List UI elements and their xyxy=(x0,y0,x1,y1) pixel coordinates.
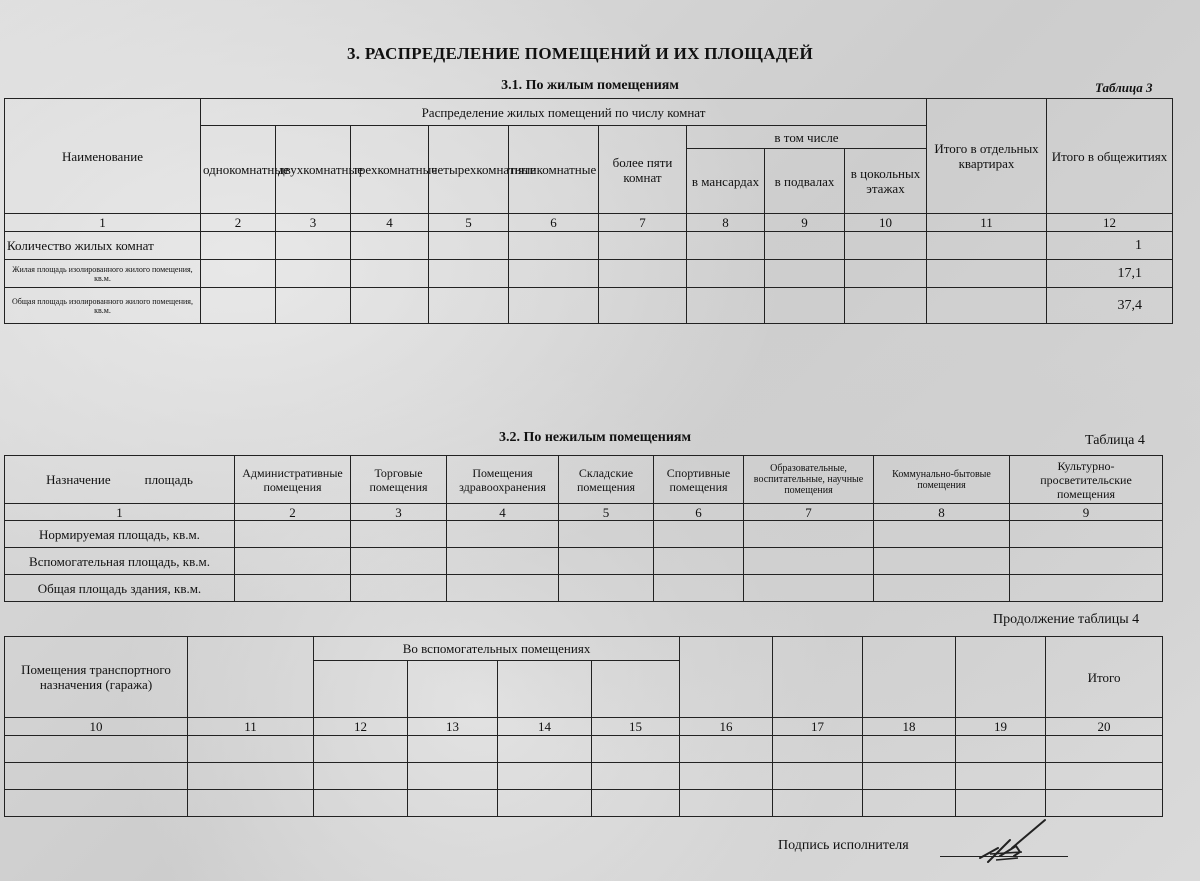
t4c-aux-header: Во вспомогательных помещениях xyxy=(314,637,680,661)
t3-row-value: 37,4 xyxy=(1047,288,1173,324)
t4c-num: 19 xyxy=(956,718,1046,736)
signature-mark-icon xyxy=(970,818,1060,868)
t4-area: площадь xyxy=(144,472,193,487)
table-row xyxy=(5,288,1173,324)
t3-num: 12 xyxy=(1047,214,1173,232)
t4c-num: 17 xyxy=(773,718,863,736)
t3-col-more-than-five: более пяти комнат xyxy=(599,126,687,214)
t3-num: 9 xyxy=(765,214,845,232)
t4-num: 8 xyxy=(874,504,1010,521)
t4c-num: 18 xyxy=(863,718,956,736)
section-3-1-title: 3.1. По жилым помещениям xyxy=(501,78,679,93)
t4-col-storage: Складские помещения xyxy=(559,456,654,504)
table-row xyxy=(5,790,1163,817)
t4c-num: 20 xyxy=(1046,718,1163,736)
t4-num: 1 xyxy=(5,504,235,521)
table-row xyxy=(5,232,1173,260)
t4c-num: 16 xyxy=(680,718,773,736)
t4-num: 3 xyxy=(351,504,447,521)
t4-col-educational: Образовательные, воспитательные, научные помещения xyxy=(744,456,874,504)
t3-group-header: Распределение жилых помещений по числу комнат xyxy=(201,99,927,126)
t3-num: 8 xyxy=(687,214,765,232)
t3-number-row xyxy=(5,214,1173,232)
t4c-total-header: Итого xyxy=(1046,637,1163,718)
t3-total-apartments-header: Итого в отдельных квартирах xyxy=(927,99,1047,214)
t3-num: 5 xyxy=(429,214,509,232)
table-row xyxy=(5,575,1163,602)
t3-col-attics: в мансардах xyxy=(687,149,765,214)
t3-num: 6 xyxy=(509,214,599,232)
t3-num: 2 xyxy=(201,214,276,232)
t4-number-row xyxy=(5,504,1163,521)
table-row xyxy=(5,548,1163,575)
t4-col-healthcare: Помещения здравоохранения xyxy=(447,456,559,504)
t4-num: 6 xyxy=(654,504,744,521)
table-3-label: Таблица 3 xyxy=(1095,80,1153,95)
t3-row-label: Количество жилых комнат xyxy=(5,232,201,260)
t3-num: 11 xyxy=(927,214,1047,232)
t4c-num: 12 xyxy=(314,718,408,736)
t3-row-label: Жилая площадь изолированного жилого помещения, кв.м. xyxy=(5,260,201,288)
t3-total-dorms-header: Итого в общежитиях xyxy=(1047,99,1173,214)
t3-row-value: 1 xyxy=(1047,232,1173,260)
t4-num: 5 xyxy=(559,504,654,521)
t3-num: 10 xyxy=(845,214,927,232)
t4-row-label: Нормируемая площадь, кв.м. xyxy=(5,521,235,548)
t4-num: 2 xyxy=(235,504,351,521)
t4c-number-row xyxy=(5,718,1163,736)
t3-subgroup-header: в том числе xyxy=(687,126,927,149)
table-4 xyxy=(4,455,1163,602)
t4-col-admin: Административные помещения xyxy=(235,456,351,504)
t3-row-value: 17,1 xyxy=(1047,260,1173,288)
t4-num: 9 xyxy=(1010,504,1163,521)
t3-num: 4 xyxy=(351,214,429,232)
signature-label: Подпись исполнителя xyxy=(778,838,909,853)
t4-row-label: Вспомогательная площадь, кв.м. xyxy=(5,548,235,575)
t4-purpose-area-header xyxy=(5,456,235,504)
t4c-num: 14 xyxy=(498,718,592,736)
t3-col-basements: в подвалах xyxy=(765,149,845,214)
t3-col-ground-floors: в цокольных этажах xyxy=(845,149,927,214)
t4-col-communal: Коммунально-бытовые помещения xyxy=(874,456,1010,504)
t4-num: 7 xyxy=(744,504,874,521)
t3-num: 1 xyxy=(5,214,201,232)
table-row xyxy=(5,521,1163,548)
t3-col-three-room: трехкомнатные xyxy=(351,126,429,214)
t4-row-label: Общая площадь здания, кв.м. xyxy=(5,575,235,602)
table-3 xyxy=(4,98,1173,324)
t3-num: 7 xyxy=(599,214,687,232)
table-4-label: Таблица 4 xyxy=(1085,433,1145,448)
t4c-num: 10 xyxy=(5,718,188,736)
t3-col-one-room: однокомнатные xyxy=(201,126,276,214)
table-4-continuation xyxy=(4,636,1163,817)
section-3-2-title: 3.2. По нежилым помещениям xyxy=(498,430,692,445)
t3-col-four-room: четырехкомнатные xyxy=(429,126,509,214)
t4c-num: 15 xyxy=(592,718,680,736)
t4-col-sports: Спортивные помещения xyxy=(654,456,744,504)
table-row xyxy=(5,260,1173,288)
t4c-num: 13 xyxy=(408,718,498,736)
table-row xyxy=(5,736,1163,763)
t4c-num: 11 xyxy=(188,718,314,736)
document-title: 3. РАСПРЕДЕЛЕНИЕ ПОМЕЩЕНИЙ И ИХ ПЛОЩАДЕЙ xyxy=(346,44,813,63)
t4c-transport-header: Помещения транспортного назначения (гаража) xyxy=(5,637,188,718)
t3-col-five-room: пятикомнатные xyxy=(509,126,599,214)
t4-col-cultural: Культурно-просветительские помещения xyxy=(1010,456,1163,504)
t4-purpose: Назначение xyxy=(46,472,111,487)
t3-row-label: Общая площадь изолированного жилого помещения, кв.м. xyxy=(5,288,201,324)
t3-num: 3 xyxy=(276,214,351,232)
t3-col-two-room: двухкомнатные xyxy=(276,126,351,214)
t4-num: 4 xyxy=(447,504,559,521)
table-row xyxy=(5,763,1163,790)
t4-col-trade: Торговые помещения xyxy=(351,456,447,504)
table-4-continuation-label: Продолжение таблицы 4 xyxy=(993,612,1140,627)
t3-name-header: Наименование xyxy=(5,99,201,214)
